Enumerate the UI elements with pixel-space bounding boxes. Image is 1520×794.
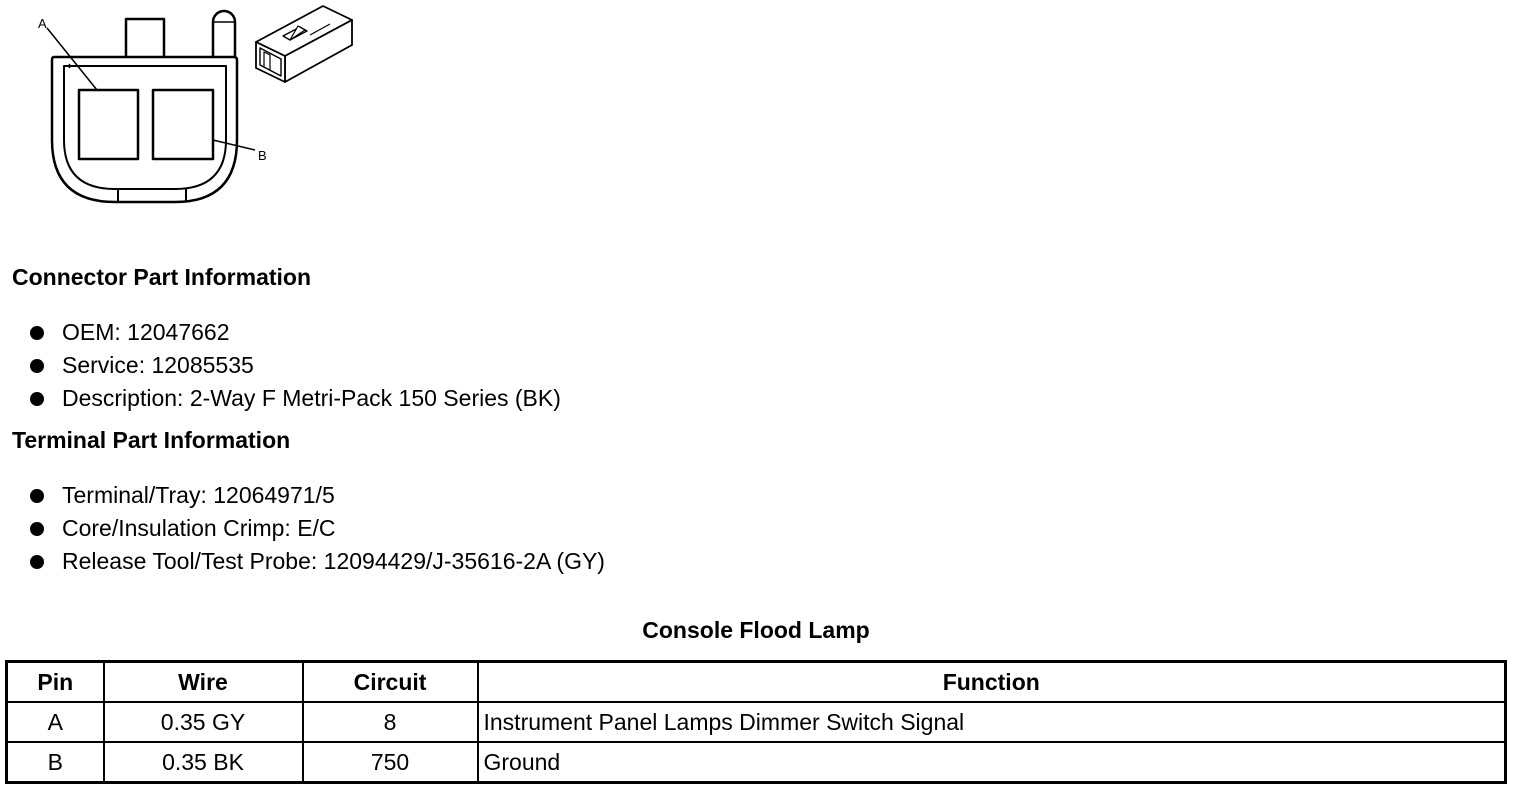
connector-part-info-list	[28, 316, 561, 415]
terminal-part-info-list	[28, 479, 605, 578]
cell-circuit: 750	[303, 742, 478, 783]
bullet-icon	[30, 326, 44, 340]
cell-circuit: 8	[303, 702, 478, 742]
bullet-icon	[30, 359, 44, 373]
leader-b	[213, 140, 255, 150]
cell-pin: A	[7, 702, 104, 742]
connector-part-info-heading: Connector Part Information	[12, 264, 312, 290]
bullet-icon	[30, 392, 44, 406]
cavity-a	[79, 90, 138, 159]
cavity-b	[153, 90, 213, 159]
connector-diagram	[0, 0, 370, 215]
crimp-text: Core/Insulation Crimp: E/C	[62, 515, 336, 541]
cell-wire: 0.35 BK	[104, 742, 303, 783]
callout-label-b: B	[258, 148, 267, 163]
release-tool-text: Release Tool/Test Probe: 12094429/J-35616-2A (GY)	[62, 548, 605, 574]
bullet-icon	[30, 555, 44, 569]
terminal-tray-text: Terminal/Tray: 12064971/5	[62, 482, 335, 508]
header-wire: Wire	[104, 662, 303, 703]
callout-label-a: A	[38, 16, 47, 31]
table-header-row	[7, 662, 1506, 703]
cell-function: Instrument Panel Lamps Dimmer Switch Signal	[478, 702, 1506, 742]
cell-pin: B	[7, 742, 104, 783]
list-item	[28, 382, 561, 415]
list-item	[28, 512, 605, 545]
connector-face-drawing	[47, 11, 255, 202]
table-row	[7, 702, 1506, 742]
list-item	[28, 316, 561, 349]
list-item	[28, 349, 561, 382]
pinout-table	[5, 660, 1507, 784]
cell-function: Ground	[478, 742, 1506, 783]
bullet-icon	[30, 489, 44, 503]
connector-oem-text: OEM: 12047662	[62, 319, 230, 345]
table-title: Console Flood Lamp	[642, 617, 870, 643]
leader-a	[47, 28, 97, 90]
list-item	[28, 545, 605, 578]
connector-isometric-drawing	[256, 6, 352, 82]
header-pin: Pin	[7, 662, 104, 703]
list-item	[28, 479, 605, 512]
connector-service-text: Service: 12085535	[62, 352, 254, 378]
terminal-part-info-heading: Terminal Part Information	[12, 427, 291, 453]
bullet-icon	[30, 522, 44, 536]
connector-description-text: Description: 2-Way F Metri-Pack 150 Series (BK)	[62, 385, 561, 411]
table-row	[7, 742, 1506, 783]
header-circuit: Circuit	[303, 662, 478, 703]
header-function: Function	[478, 662, 1506, 703]
cell-wire: 0.35 GY	[104, 702, 303, 742]
